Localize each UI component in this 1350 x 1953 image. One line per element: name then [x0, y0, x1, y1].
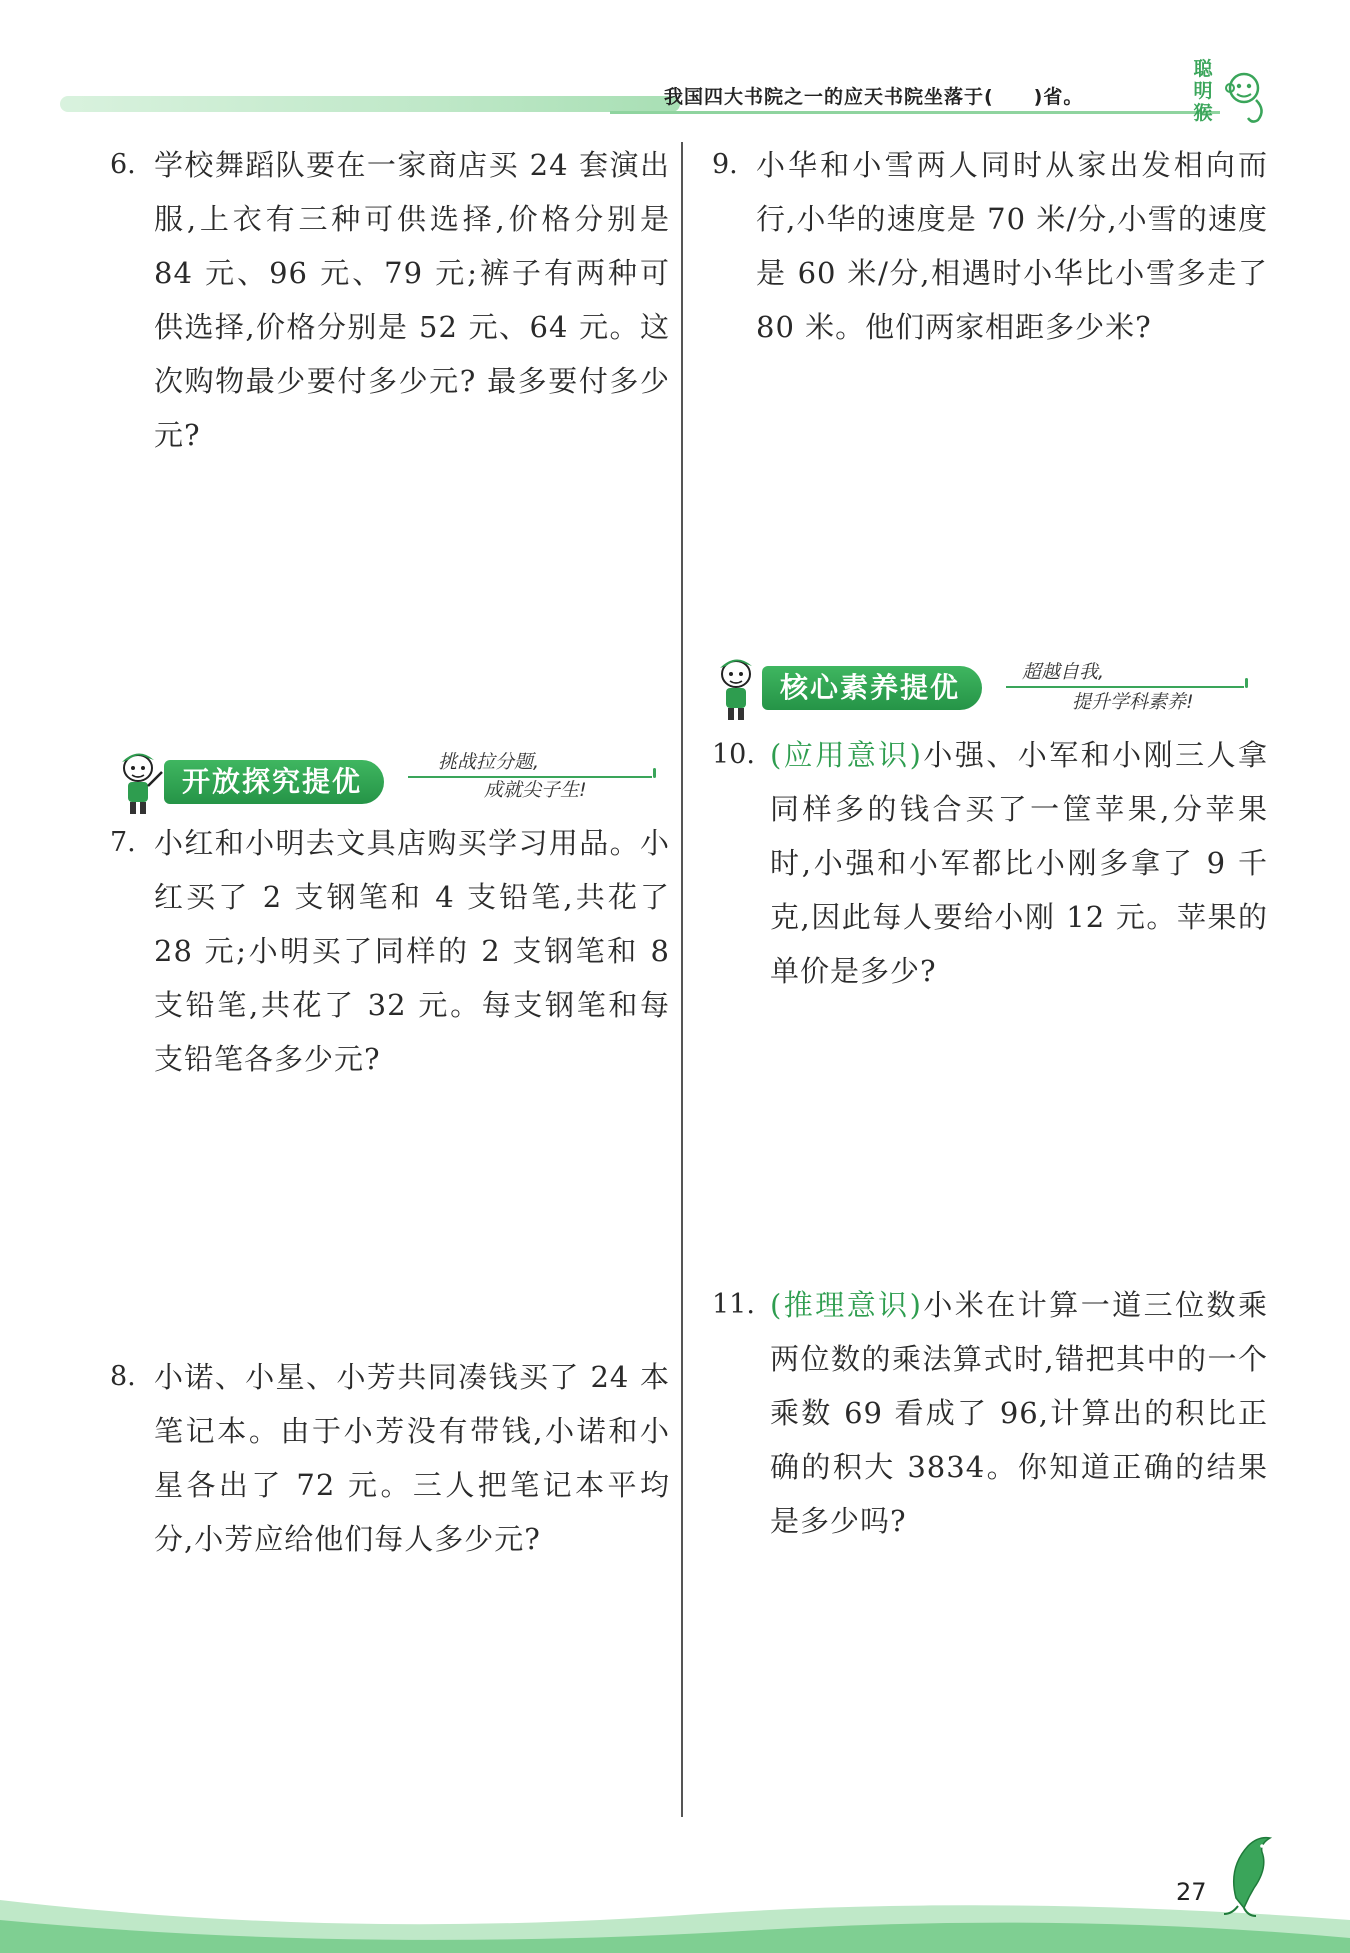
- brand-char-2: 明: [1193, 80, 1213, 102]
- section-title: 开放探究提优: [164, 760, 384, 804]
- problem-9: [712, 138, 1268, 354]
- problem-body: 小米在计算一道三位数乘两位数的乘法算式时,错把其中的一个乘数 69 看成了 96,计算出的积比正确的积大 3834。你知道正确的结果是多少吗?: [770, 1288, 1268, 1538]
- problem-number: 10.: [712, 739, 755, 770]
- monkey-mascot-icon: [1222, 66, 1268, 126]
- problem-7: [110, 816, 670, 1086]
- header-rule: [610, 111, 1220, 114]
- section-title: 核心素养提优: [762, 666, 982, 710]
- header-quiz-question: 我国四大书院之一的应天书院坐落于( )省。: [664, 86, 1084, 108]
- section-slogan-line1: 超越自我,: [1022, 661, 1105, 683]
- problem-tag: (应用意识): [770, 738, 922, 772]
- boy-mascot-icon: [706, 652, 766, 722]
- problem-text: 小红和小明去文具店购买学习用品。小红买了 2 支钢笔和 4 支铅笔,共花了 28 元;小明买了同样的 2 支钢笔和 8 支铅笔,共花了 32 元。每支钢笔和每支铅笔各多少元?: [154, 826, 670, 1076]
- section-slogan-line2: 成就尖子生!: [484, 779, 587, 801]
- problem-text: 小诺、小星、小芳共同凑钱买了 24 本笔记本。由于小芳没有带钱,小诺和小星各出了 72 元。三人把笔记本平均分,小芳应给他们每人多少元?: [154, 1360, 670, 1556]
- problem-number: 6.: [110, 149, 136, 180]
- section-banner-open-exploration: [108, 746, 668, 816]
- problem-number: 7.: [110, 827, 136, 858]
- brand-char-3: 猴: [1193, 102, 1213, 124]
- problem-text: 小华和小雪两人同时从家出发相向而行,小华的速度是 70 米/分,小雪的速度是 60 米/分,相遇时小华比小雪多走了 80 米。他们两家相距多少米?: [756, 148, 1268, 344]
- section-slogan-line1: 挑战拉分题,: [438, 751, 540, 773]
- problem-number: 11.: [712, 1289, 755, 1320]
- problem-number: 9.: [712, 149, 738, 180]
- problem-body: 小强、小军和小刚三人拿同样多的钱合买了一筐苹果,分苹果时,小强和小军都比小刚多拿了 9 千克,因此每人要给小刚 12 元。苹果的单价是多少?: [770, 738, 1268, 988]
- problem-text: 学校舞蹈队要在一家商店买 24 套演出服,上衣有三种可供选择,价格分别是 84 元、96 元、79 元;裤子有两种可供选择,价格分别是 52 元、64 元。这次购物最少要付多少元? 最多要付多少元?: [154, 148, 670, 452]
- footer-wave: [0, 1880, 1350, 1953]
- header-band: [60, 96, 680, 112]
- page-number: 27: [1176, 1878, 1207, 1906]
- problem-6: [110, 138, 670, 462]
- problem-11: [712, 1278, 1268, 1548]
- column-divider: [681, 142, 683, 1817]
- boy-mascot-icon: [108, 746, 168, 816]
- section-rule: [1006, 686, 1244, 688]
- section-banner-core-literacy: [706, 652, 1266, 722]
- brand-char-1: 聪: [1193, 58, 1213, 80]
- problem-10: [712, 728, 1268, 998]
- problem-text: [770, 728, 1268, 998]
- dolphin-icon: [1218, 1828, 1278, 1918]
- problem-text: [770, 1278, 1268, 1548]
- section-slogan-line2: 提升学科素养!: [1072, 691, 1194, 713]
- problem-8: [110, 1350, 670, 1566]
- problem-tag: (推理意识): [770, 1288, 922, 1322]
- section-rule: [408, 776, 652, 778]
- problem-number: 8.: [110, 1361, 136, 1392]
- brand-label: [1188, 58, 1218, 124]
